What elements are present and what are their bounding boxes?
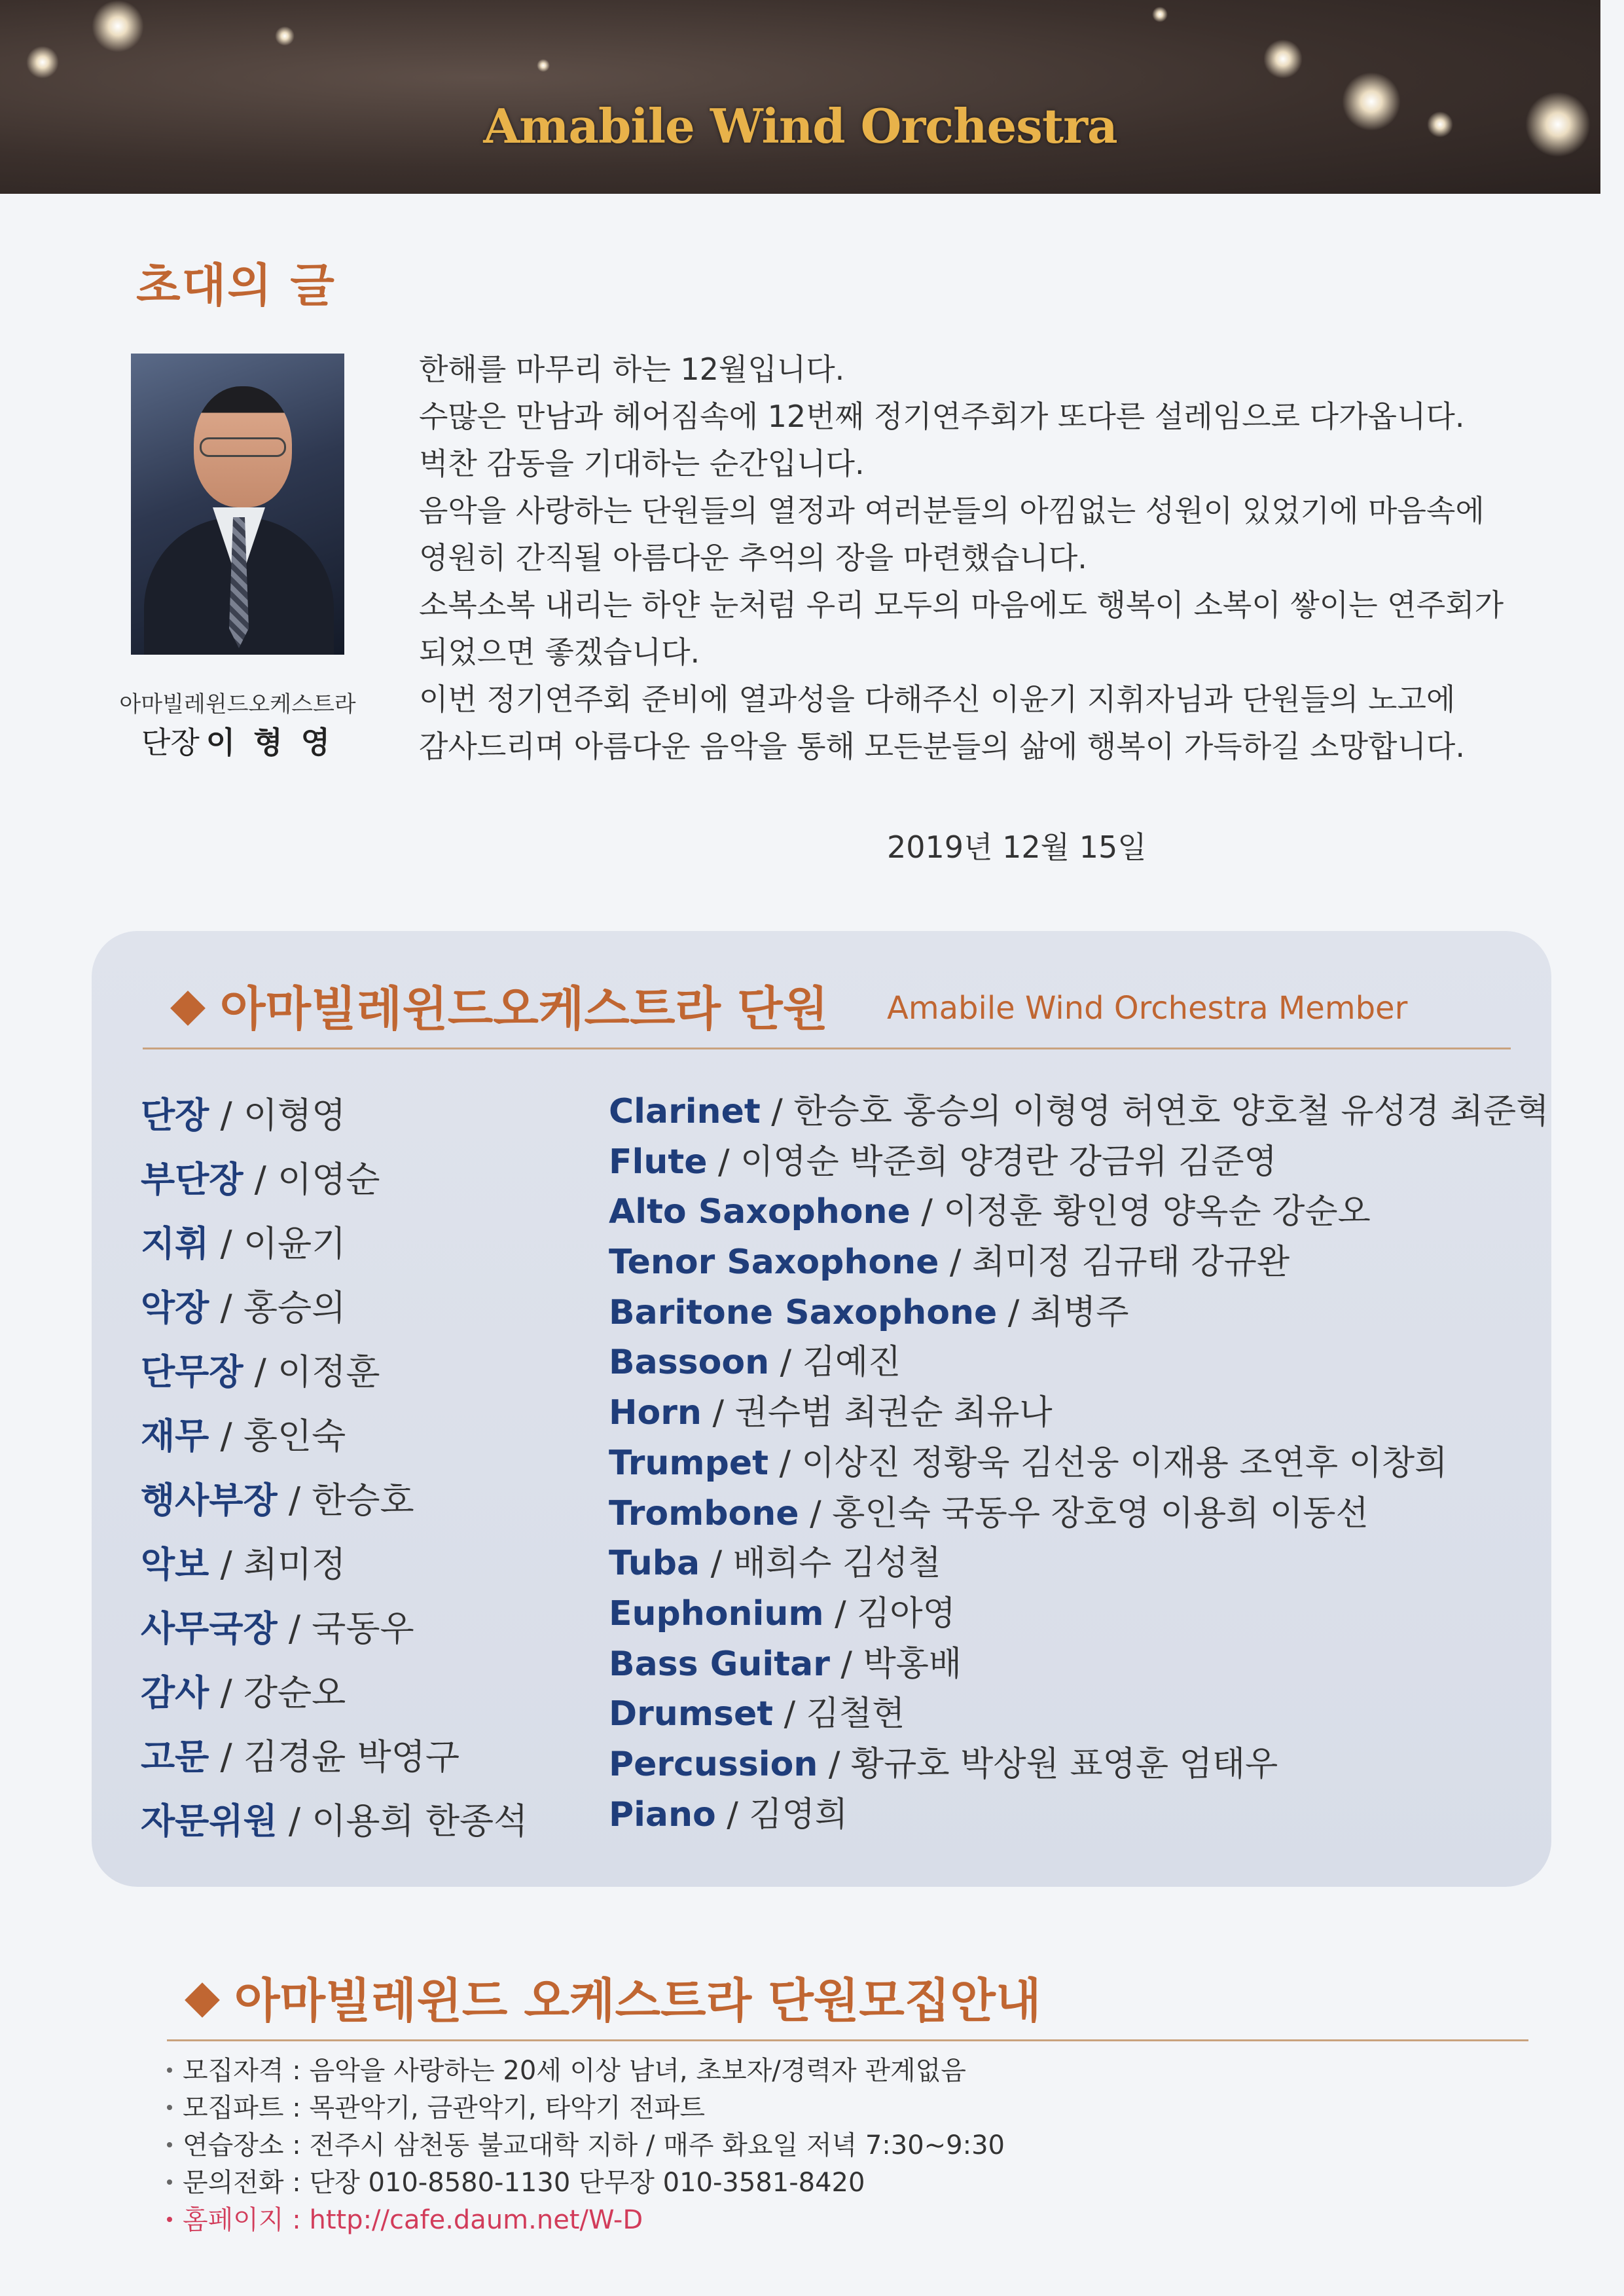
instrument-names: 최미정 김규태 강규완 (971, 1243, 1290, 1283)
instrument-row: Trombone / 홍인숙 국동우 장호영 이용희 이동선 (609, 1493, 1369, 1533)
instrument-names: 이정훈 황인영 양옥순 강순오 (943, 1192, 1371, 1232)
instrument-names: 배희수 김성철 (732, 1544, 941, 1584)
instrument-label: Tenor Saxophone (609, 1243, 939, 1283)
role-names: 김경윤 박영구 (243, 1736, 460, 1777)
role-names: 국동우 (312, 1608, 414, 1649)
portrait-caption-org: 아마빌레윈드오케스트라 (119, 691, 356, 718)
instrument-row: Euphonium / 김아영 (609, 1594, 956, 1633)
instrument-names: 홍인숙 국동우 장호영 이용희 이동선 (832, 1493, 1369, 1533)
instrument-row: Tuba / 배희수 김성철 (609, 1544, 941, 1584)
role-label: 감사 (141, 1672, 209, 1713)
instrument-names: 한승호 홍승의 이형영 허연호 양호철 유성경 최준혁 (793, 1092, 1549, 1131)
instrument-row: Clarinet / 한승호 홍승의 이형영 허연호 양호철 유성경 최준혁 (609, 1092, 1549, 1131)
instrument-label: Euphonium (609, 1594, 824, 1633)
banner-title: Amabile Wind Orchestra (483, 98, 1117, 154)
role-row: 단무장 / 이정훈 (141, 1351, 380, 1393)
recruit-item-text: 홈페이지 : http://cafe.daum.net/W-D (183, 2205, 643, 2235)
members-divider (143, 1048, 1511, 1049)
instrument-list (609, 1087, 1551, 1840)
instrument-row: Percussion / 황규호 박상원 표영훈 엄태우 (609, 1744, 1278, 1784)
letter-line: 수많은 만남과 헤어짐속에 12번째 정기연주회가 또다른 설레임으로 다가옵니다. (419, 399, 1465, 434)
members-title (175, 971, 828, 1039)
letter-line: 이번 정기연주회 준비에 열과성을 다해주신 이윤기 지휘자님과 단원들의 노고에 (419, 682, 1456, 717)
role-names: 최미정 (243, 1544, 346, 1585)
members-subtitle: Amabile Wind Orchestra Member (887, 990, 1408, 1027)
members-title-text: 아마빌레윈드오케스트라 단원 (220, 981, 829, 1036)
role-label: 고문 (141, 1736, 209, 1777)
role-row: 고문 / 김경윤 박영구 (141, 1736, 460, 1777)
instrument-names: 김철현 (806, 1694, 905, 1734)
letter-line: 벅찬 감동을 기대하는 순간입니다. (419, 446, 865, 481)
recruit-item (167, 2127, 1476, 2164)
portrait-glasses (200, 437, 286, 457)
bullet-icon (167, 2105, 172, 2110)
recruit-item-text: 모집자격 : 음악을 사랑하는 20세 이상 남녀, 초보자/경력자 관계없음 (183, 2056, 966, 2086)
role-row: 사무국장 / 국동우 (141, 1608, 414, 1649)
instrument-row: Bass Guitar / 박홍배 (609, 1644, 962, 1684)
instrument-label: Flute (609, 1142, 708, 1182)
role-row: 악장 / 홍승의 (141, 1287, 346, 1328)
instrument-label: Trumpet (609, 1443, 768, 1483)
homepage-link[interactable] (167, 2202, 1476, 2239)
instrument-names: 황규호 박상원 표영훈 엄태우 (850, 1744, 1278, 1784)
role-names: 이윤기 (243, 1223, 346, 1264)
instrument-label: Drumset (609, 1694, 774, 1734)
role-names: 홍승의 (243, 1287, 346, 1328)
role-label: 부단장 (141, 1159, 244, 1200)
instrument-row: Bassoon / 김예진 (609, 1343, 901, 1383)
caption-person-name: 이 형 영 (206, 725, 334, 760)
recruit-list (167, 2052, 1476, 2239)
instrument-names: 김예진 (802, 1343, 901, 1383)
sparkle-decoration (275, 26, 295, 46)
diamond-bullet-icon (185, 1983, 220, 2018)
role-row: 지휘 / 이윤기 (141, 1223, 346, 1264)
instrument-label: Baritone Saxophone (609, 1292, 998, 1332)
role-list (141, 1084, 599, 1853)
sparkle-decoration (537, 59, 550, 72)
letter-line: 되었으면 좋겠습니다. (419, 634, 700, 670)
letter-line: 한해를 마무리 하는 12월입니다. (419, 352, 845, 387)
invitation-letter (419, 346, 1584, 770)
role-row: 단장 / 이형영 (141, 1095, 346, 1136)
instrument-label: Alto Saxophone (609, 1192, 911, 1232)
sparkle-decoration (26, 46, 59, 79)
role-label: 재무 (141, 1415, 209, 1457)
instrument-label: Piano (609, 1795, 716, 1834)
recruit-item (167, 2052, 1476, 2090)
portrait-caption-name (98, 719, 377, 762)
diamond-bullet-icon (170, 991, 206, 1027)
role-label: 단장 (141, 1095, 209, 1136)
recruit-item-text: 연습장소 : 전주시 삼천동 불교대학 지하 / 매주 화요일 저녁 7:30~9:30 (183, 2130, 1005, 2160)
instrument-row: Baritone Saxophone / 최병주 (609, 1292, 1129, 1332)
recruit-item-text: 모집파트 : 목관악기, 금관악기, 타악기 전파트 (183, 2093, 705, 2123)
instrument-label: Percussion (609, 1744, 818, 1784)
role-row: 악보 / 최미정 (141, 1544, 346, 1585)
instrument-row: Drumset / 김철현 (609, 1694, 905, 1734)
instrument-names: 김영희 (749, 1795, 848, 1834)
role-names: 이용희 한종석 (312, 1800, 528, 1842)
bullet-icon (167, 2217, 172, 2222)
letter-line: 감사드리며 아름다운 음악을 통해 모든분들의 삶에 행복이 가득하길 소망합니다. (419, 729, 1465, 764)
instrument-label: Clarinet (609, 1092, 761, 1131)
recruit-item (167, 2164, 1476, 2202)
invitation-title: 초대의 글 (136, 259, 336, 312)
letter-line: 소복소복 내리는 하얀 눈처럼 우리 모두의 마음에도 행복이 소복이 쌓이는 연주회가 (419, 587, 1504, 623)
instrument-names: 이상진 정황욱 김선웅 이재용 조연후 이창희 (801, 1443, 1448, 1483)
instrument-label: Horn (609, 1393, 702, 1433)
role-row: 부단장 / 이영순 (141, 1159, 380, 1200)
role-label: 사무국장 (141, 1608, 278, 1649)
role-label: 지휘 (141, 1223, 209, 1264)
instrument-names: 김아영 (857, 1594, 956, 1633)
conductor-portrait (131, 354, 344, 655)
recruit-item (167, 2090, 1476, 2127)
role-row: 자문위원 / 이용희 한종석 (141, 1800, 528, 1842)
role-names: 이정훈 (278, 1351, 380, 1393)
recruit-title (190, 1963, 1041, 2031)
instrument-row: Piano / 김영희 (609, 1795, 848, 1834)
bullet-icon (167, 2179, 172, 2185)
instrument-label: Tuba (609, 1544, 700, 1584)
role-label: 행사부장 (141, 1480, 278, 1521)
instrument-label: Bassoon (609, 1343, 770, 1383)
recruit-item-text: 문의전화 : 단장 010-8580-1130 단무장 010-3581-8420 (183, 2168, 865, 2198)
instrument-row: Trumpet / 이상진 정황욱 김선웅 이재용 조연후 이창희 (609, 1443, 1448, 1483)
header-banner (0, 0, 1600, 194)
instrument-names: 권수범 최권순 최유나 (734, 1393, 1053, 1433)
role-row: 감사 / 강순오 (141, 1672, 346, 1713)
bullet-icon (167, 2142, 172, 2147)
role-names: 이영순 (278, 1159, 380, 1200)
instrument-row: Alto Saxophone / 이정훈 황인영 양옥순 강순오 (609, 1192, 1371, 1232)
recruit-divider (167, 2039, 1528, 2041)
caption-role: 단장 (141, 725, 200, 760)
sparkle-decoration (1263, 39, 1303, 79)
role-label: 자문위원 (141, 1800, 278, 1842)
instrument-names: 박홍배 (863, 1644, 962, 1684)
bullet-icon (167, 2068, 172, 2073)
role-row: 행사부장 / 한승호 (141, 1480, 414, 1521)
role-names: 강순오 (243, 1672, 346, 1713)
role-names: 이형영 (243, 1095, 346, 1136)
role-label: 악장 (141, 1287, 209, 1328)
instrument-row: Flute / 이영순 박준희 양경란 강금위 김준영 (609, 1142, 1277, 1182)
role-label: 악보 (141, 1544, 209, 1585)
instrument-label: Trombone (609, 1493, 799, 1533)
role-label: 단무장 (141, 1351, 244, 1393)
instrument-names: 최병주 (1030, 1292, 1129, 1332)
instrument-row: Tenor Saxophone / 최미정 김규태 강규완 (609, 1243, 1290, 1283)
instrument-row: Horn / 권수범 최권순 최유나 (609, 1393, 1053, 1433)
role-row: 재무 / 홍인숙 (141, 1415, 346, 1457)
instrument-label: Bass Guitar (609, 1644, 830, 1684)
letter-line: 영원히 간직될 아름다운 추억의 장을 마련했습니다. (419, 540, 1087, 575)
instrument-names: 이영순 박준희 양경란 강금위 김준영 (740, 1142, 1277, 1182)
letter-line: 음악을 사랑하는 단원들의 열정과 여러분들의 아낌없는 성원이 있었기에 마음속에 (419, 493, 1485, 528)
role-names: 홍인숙 (243, 1415, 346, 1457)
sparkle-decoration (92, 0, 144, 52)
role-names: 한승호 (312, 1480, 414, 1521)
recruit-title-text: 아마빌레윈드 오케스트라 단원모집안내 (234, 1973, 1041, 2028)
letter-date: 2019년 12월 15일 (887, 829, 1147, 865)
sparkle-decoration (1152, 7, 1168, 22)
